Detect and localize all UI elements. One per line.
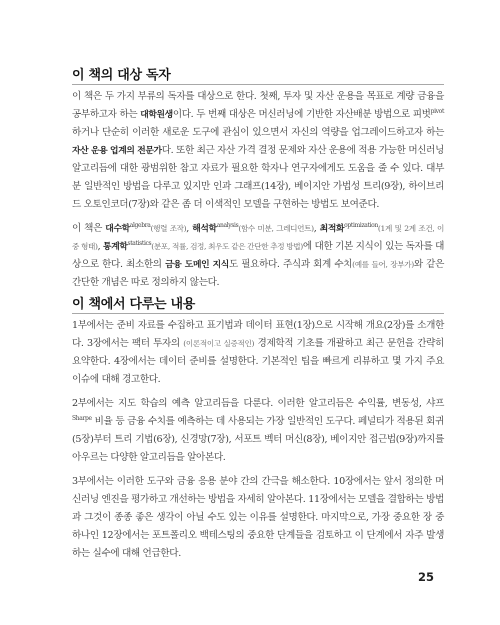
superscript-term: analysis [216, 222, 239, 229]
parenthetical-note: (분포, 적률, 검정, 최우도 같은 간단한 추정 방법) [151, 242, 303, 251]
bold-term-optimization: 최적화 [319, 224, 345, 234]
superscript-term: algebra [129, 222, 151, 229]
text-run: 다. 또한 최근 자산 가격 결정 문제와 자산 운용에 적용 가능한 머신러닝 알고리듬에 대한 광범위한 참고 자료가 필요한 학자나 연구자에게도 도움을 줄 수 있다. 대부분 일반적인 방법을 다루고 있지만 인과 그래프(14장), 베이지안 가법성 트리(9장), 하이브리드 오토인코더(7장)와 같은 좀 더 이색적인 모델을 구현하는 방법도 보여준다. [72, 145, 444, 210]
text-run: 3부에서는 이러한 도구와 금융 응용 분야 간의 간극을 해소한다. 10장에서는 앞서 정의한 머신러닝 엔진을 평가하고 개선하는 방법을 자세히 알아본다. 11장에서는 모델을 결합하는 방법과 그것이 종종 좋은 생각이 아닐 수도 있는 이유를 설명한다. 마지막으로, 가장 중요한 장 중 하나인 12장에서는 포트폴리오 백테스팅의 중요한 단계들을 검토하고 이 단계에서 자주 발생하는 실수에 대해 언급한다. [72, 476, 444, 559]
text-run: 도 필요하다. 주식과 회계 수치 [228, 259, 353, 270]
superscript-term: optimization [344, 222, 378, 229]
bold-term-finance-domain: 금융 도메인 지식 [165, 260, 229, 270]
text-run: 이 책은 [72, 223, 106, 234]
bold-term-algebra: 대수학 [105, 224, 130, 234]
bold-term-statistics: 통계학 [103, 242, 128, 252]
paragraph-target-readers-1 [72, 88, 444, 214]
parenthetical-note: (이론적이고 실증적인) [183, 339, 255, 348]
page-number: 25 [418, 570, 435, 584]
bold-term-analysis: 해석학 [192, 224, 217, 234]
superscript-term: pivot [430, 108, 445, 115]
parenthetical-note: (예를 들어, 장부가) [352, 260, 414, 269]
text-run: , [313, 223, 320, 234]
paragraph-part-3 [72, 473, 444, 563]
parenthetical-note: (함수 미분, 그레디언트) [238, 224, 314, 233]
text-run: 경제학적 기초를 개괄하고 최근 문헌을 간략히 요약한다. 4장에서는 데이터 준비를 설명한다. 기본적인 팁을 빠르게 리뷰하고 몇 가지 주요 이슈에 대해 경고한다. [72, 338, 444, 385]
section-heading-contents: 이 책에서 다루는 내용 [72, 297, 195, 312]
parenthetical-note: (행렬 조작) [150, 224, 187, 233]
book-page [72, 0, 444, 625]
text-run: 이 책은 두 가지 부류의 독자를 대상으로 한다. 첫째, 투자 및 자산 운용을 목표로 계량 금융을 공부하고자 하는 [72, 91, 444, 120]
heading-divider [72, 313, 444, 314]
text-run: 와 같은 간단한 개념은 따로 정의하지 않는다. [72, 259, 444, 288]
paragraph-target-readers-2 [72, 220, 444, 292]
text-run: , [186, 223, 193, 234]
text-run: 에 대한 기본 지식이 있는 독자를 대상으로 한다. 최소한의 [72, 241, 444, 270]
text-run: 이다. 두 번째 대상은 머신러닝에 기반한 자산배분 방법으로 피벗 [172, 109, 431, 120]
heading-divider [72, 84, 444, 85]
superscript-term: Sharpe [72, 415, 92, 422]
bold-term-industry-experts: 자산 운용 업계의 전문가 [72, 146, 162, 156]
section-target-readers [72, 88, 444, 298]
superscript-term: statistics [127, 240, 152, 247]
paragraph-part-1 [72, 317, 444, 389]
text-run: 비율 등 금융 수치를 예측하는 데 사용되는 가장 일반적인 도구다. 페널티가 적용된 회귀(5장)부터 트리 기법(6장), 신경망(7장), 서포트 벡터 머신(8장), 베이지안 접근법(9장)까지를 아우르는 다양한 알고리듬을 알아본다. [72, 416, 444, 463]
bold-term-grad-students: 대학원생 [140, 110, 173, 120]
text-run: 하거나 단순히 이러한 새로운 도구에 관심이 있으면서 자신의 역량을 업그레이드하고자 하는 [72, 127, 444, 138]
text-run: 1부에서는 준비 자료를 수집하고 표기법과 데이터 표현(1장)으로 시작해 개요(2장)를 소개한다. 3장에서는 팩터 투자의 [72, 320, 444, 349]
section-heading-target-readers: 이 책의 대상 독자 [72, 68, 171, 83]
text-run: , [97, 241, 104, 252]
paragraph-part-2 [72, 395, 444, 467]
text-run: 2부에서는 지도 학습의 예측 알고리듬을 다룬다. 이러한 알고리듬은 수익률, 변동성, 샤프 [72, 398, 444, 409]
section-contents [72, 317, 444, 569]
parenthetical-note: (1계 및 2계 조건, 이중 형태) [72, 224, 444, 251]
